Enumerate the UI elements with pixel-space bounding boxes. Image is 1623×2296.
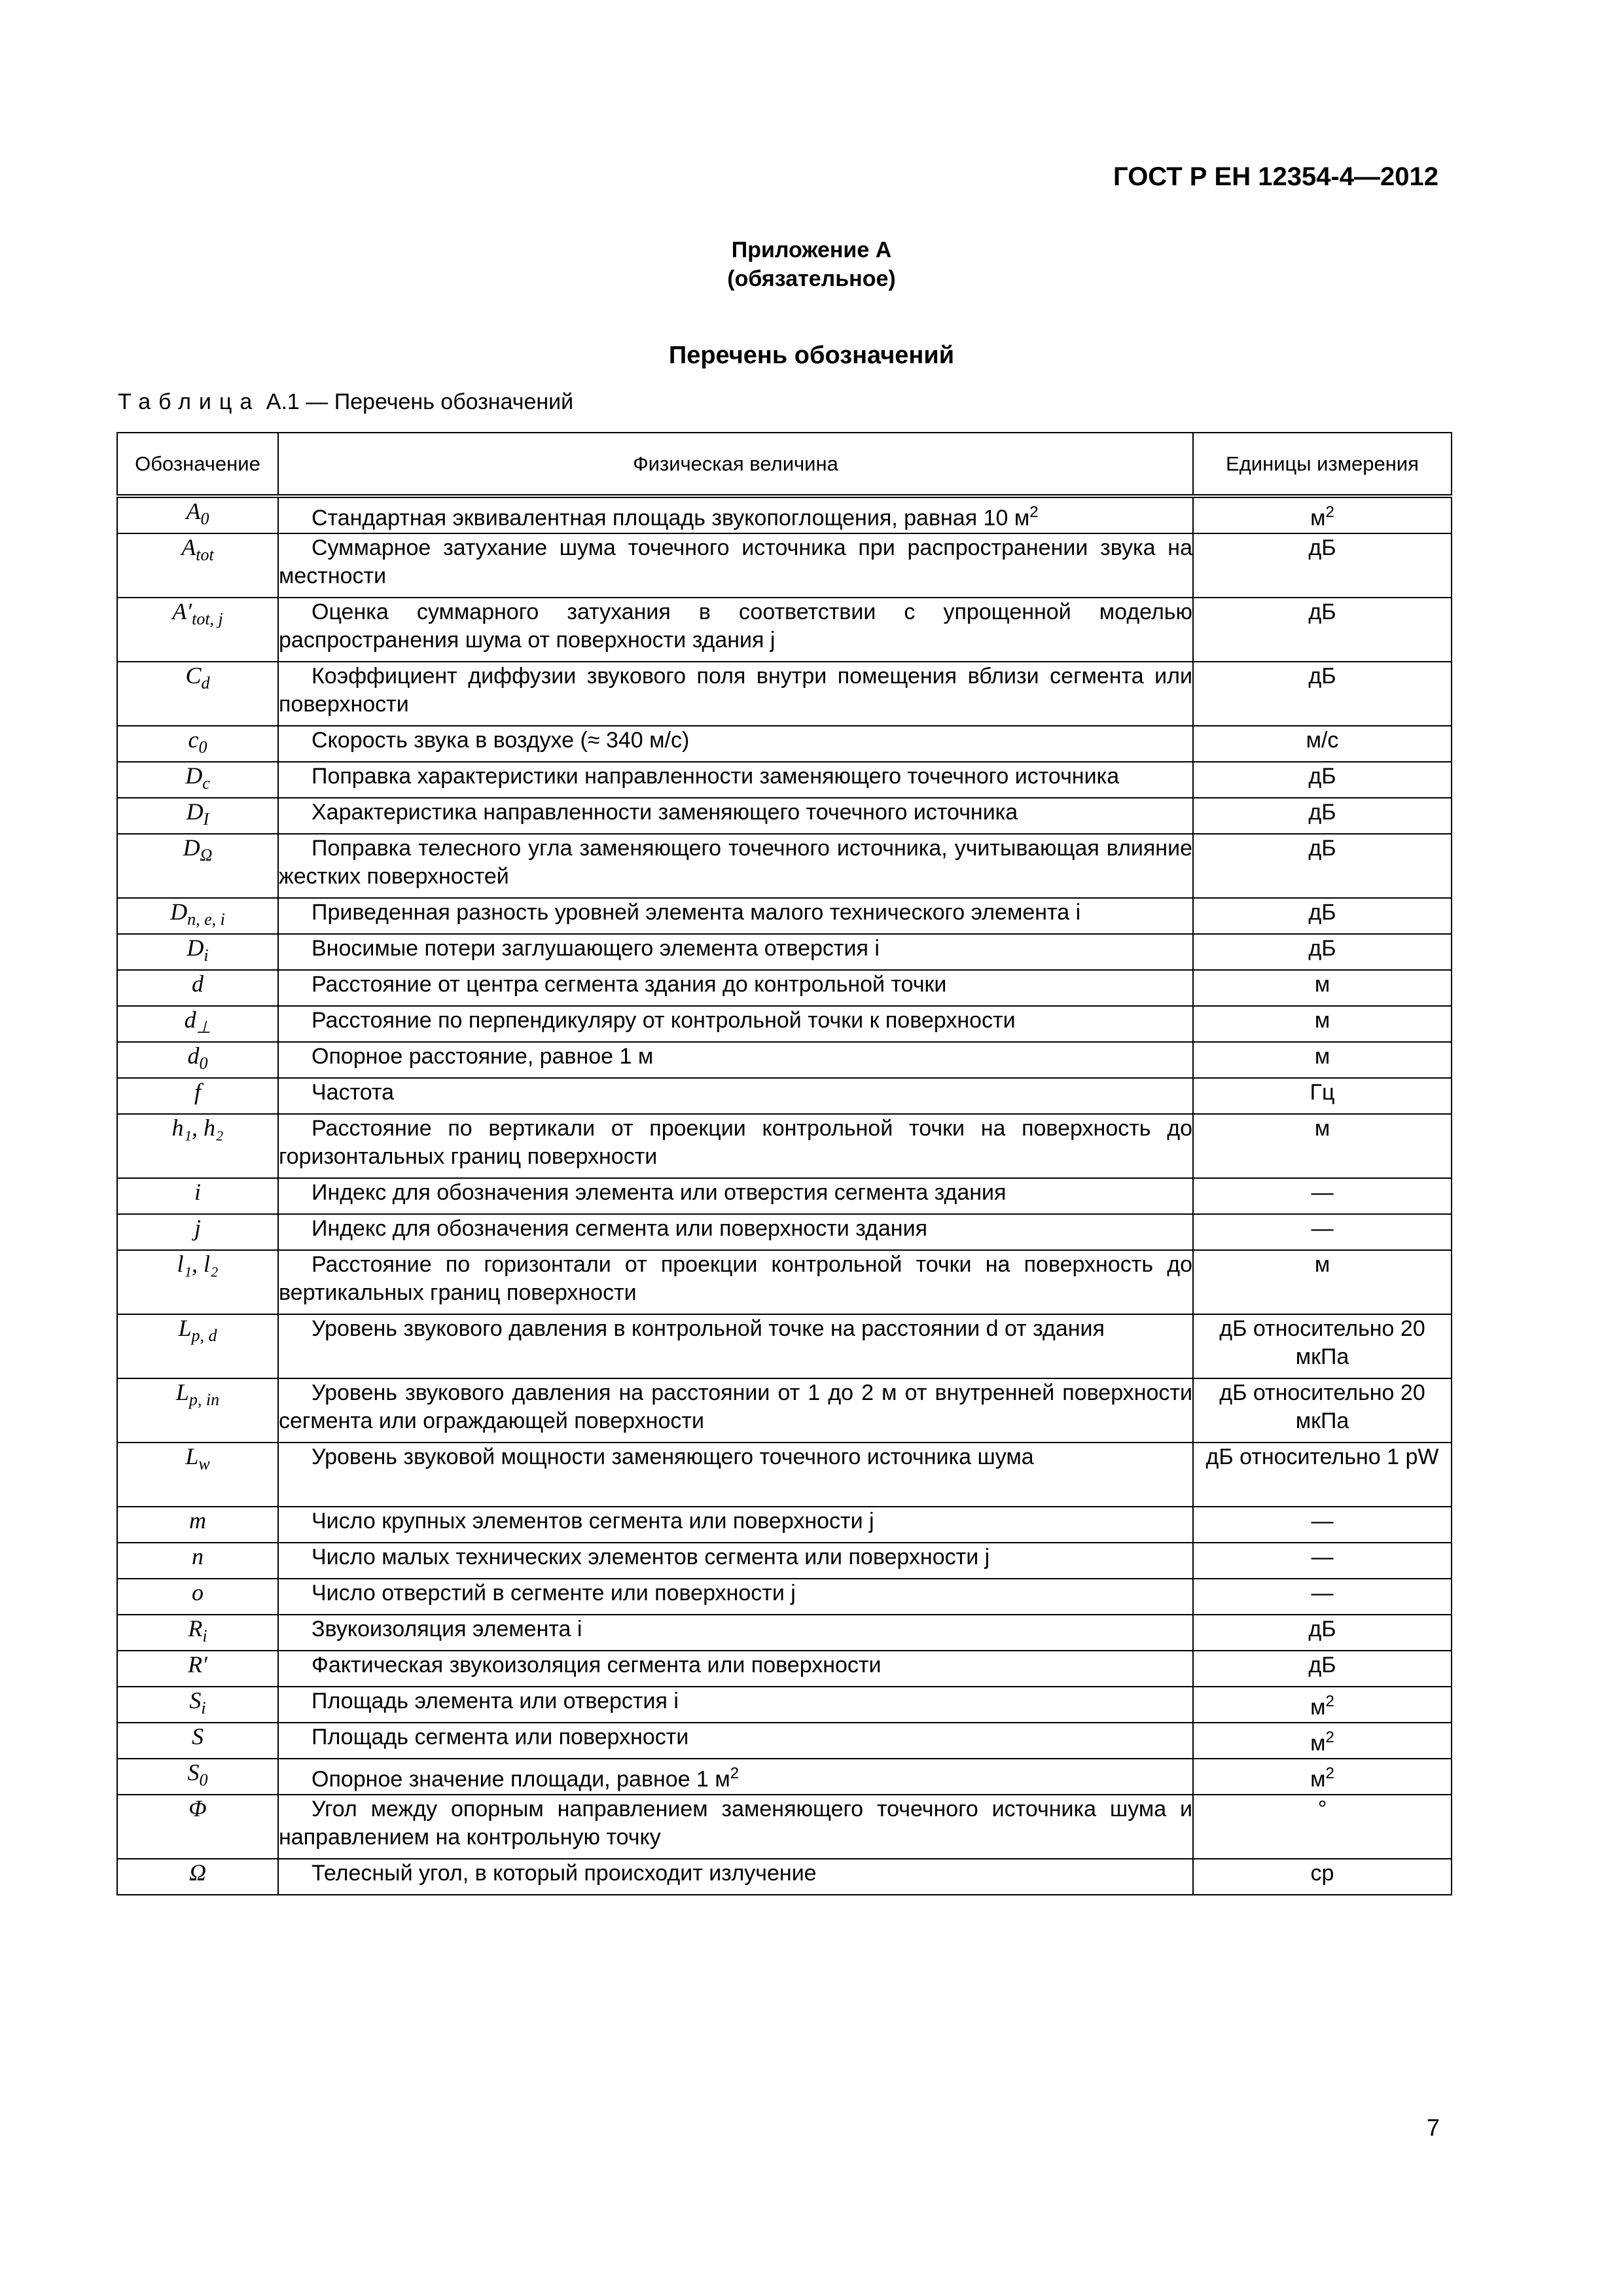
header-quantity: Физическая величина bbox=[278, 433, 1193, 496]
quantity-cell bbox=[278, 1615, 1193, 1651]
symbol-text: n bbox=[192, 1543, 204, 1570]
unit-text: ° bbox=[1317, 1797, 1327, 1821]
symbol-subscript: tot bbox=[196, 545, 214, 565]
unit-cell bbox=[1193, 798, 1452, 834]
symbol-cell bbox=[117, 762, 278, 798]
quantity-text-wrap bbox=[279, 1115, 1192, 1171]
quantity-text: Расстояние по горизонтали от проекции контрольной точки на поверхность до вертикальных границ поверхности bbox=[279, 1252, 1192, 1305]
quantity-text-wrap bbox=[279, 899, 1192, 927]
unit-cell bbox=[1193, 1042, 1452, 1078]
quantity-text-wrap bbox=[279, 1759, 1192, 1793]
quantity-cell bbox=[278, 1214, 1193, 1250]
quantity-cell bbox=[278, 898, 1193, 934]
table-row bbox=[117, 533, 1452, 598]
symbol-text: j bbox=[194, 1215, 201, 1241]
table-row bbox=[117, 1507, 1452, 1543]
quantity-text: Вносимые потери заглушающего элемента отверстия i bbox=[312, 936, 880, 961]
symbol-subscript: i bbox=[201, 1698, 206, 1718]
symbol-cell bbox=[117, 834, 278, 898]
quantity-cell bbox=[278, 1006, 1193, 1042]
unit-cell bbox=[1193, 1543, 1452, 1579]
quantity-cell bbox=[278, 1759, 1193, 1795]
table-row bbox=[117, 1314, 1452, 1378]
symbol-subscript: tot, j bbox=[192, 609, 223, 629]
unit-cell bbox=[1193, 1006, 1452, 1042]
unit-cell bbox=[1193, 762, 1452, 798]
quantity-cell bbox=[278, 1859, 1193, 1895]
symbol-text: A bbox=[186, 498, 201, 524]
unit-cell bbox=[1193, 598, 1452, 662]
quantity-text: Фактическая звукоизоляция сегмента или поверхности bbox=[312, 1653, 882, 1677]
symbol-text: f bbox=[194, 1079, 201, 1105]
table-row bbox=[117, 598, 1452, 662]
table-header-row bbox=[117, 433, 1452, 496]
quantity-text-wrap bbox=[279, 1443, 1192, 1471]
unit-cell bbox=[1193, 1579, 1452, 1615]
unit-cell bbox=[1193, 1114, 1452, 1178]
symbol-cell bbox=[117, 1543, 278, 1579]
symbol-cell bbox=[117, 1178, 278, 1214]
symbol-text: D bbox=[185, 762, 203, 789]
symbol-subscript: p, in bbox=[188, 1390, 220, 1410]
table-caption bbox=[118, 387, 573, 416]
unit-text: — bbox=[1311, 1545, 1334, 1570]
unit-text: дБ bbox=[1308, 764, 1336, 789]
unit-text: Гц bbox=[1310, 1080, 1335, 1105]
table-row bbox=[117, 934, 1452, 970]
unit-text: — bbox=[1311, 1180, 1334, 1205]
quantity-text: Уровень звуковой мощности заменяющего точечного источника шума bbox=[312, 1444, 1034, 1469]
symbol-text: Ω bbox=[188, 1859, 207, 1886]
symbol-subscript: 0 bbox=[200, 509, 209, 529]
symbol-text: d bbox=[187, 1043, 200, 1069]
quantity-text-wrap bbox=[279, 798, 1192, 827]
quantity-cell bbox=[278, 1723, 1193, 1759]
quantity-text-wrap bbox=[279, 1795, 1192, 1852]
unit-superscript: 2 bbox=[1325, 1693, 1334, 1710]
quantity-text: Уровень звукового давления на расстоянии от 1 до 2 м от внутренней поверхности сегмента или ограждающей поверхности bbox=[279, 1380, 1192, 1433]
quantity-text-wrap bbox=[279, 1723, 1192, 1751]
symbol-cell bbox=[117, 970, 278, 1006]
symbol-text: L bbox=[175, 1379, 189, 1405]
table-row bbox=[117, 726, 1452, 762]
unit-text: м bbox=[1314, 972, 1330, 997]
unit-cell bbox=[1193, 1214, 1452, 1250]
quantity-cell bbox=[278, 1378, 1193, 1443]
symbol-text: C bbox=[185, 662, 202, 689]
unit-cell bbox=[1193, 1615, 1452, 1651]
unit-text: дБ bbox=[1308, 836, 1336, 861]
unit-cell bbox=[1193, 1687, 1452, 1723]
unit-cell bbox=[1193, 1759, 1452, 1795]
symbol-cell bbox=[117, 1006, 278, 1042]
header-units: Единицы измерения bbox=[1193, 433, 1452, 496]
symbol-cell bbox=[117, 1759, 278, 1795]
symbol-cell bbox=[117, 1250, 278, 1314]
quantity-text: Суммарное затухание шума точечного источника при распространении звука на местности bbox=[279, 535, 1192, 588]
symbols-table bbox=[116, 432, 1452, 1895]
quantity-text-wrap bbox=[279, 1859, 1192, 1888]
table-row bbox=[117, 496, 1452, 533]
unit-text: м bbox=[1314, 1116, 1330, 1141]
section-title: Перечень обозначений bbox=[668, 342, 955, 369]
quantity-text-wrap bbox=[279, 834, 1192, 891]
unit-text: дБ bbox=[1308, 900, 1336, 925]
symbol-cell bbox=[117, 934, 278, 970]
quantity-text-wrap bbox=[279, 1379, 1192, 1435]
quantity-text-wrap bbox=[279, 1315, 1192, 1343]
table-row bbox=[117, 1178, 1452, 1214]
symbol-cell bbox=[117, 533, 278, 598]
unit-text: — bbox=[1311, 1509, 1334, 1534]
symbol-cell bbox=[117, 662, 278, 726]
unit-cell bbox=[1193, 1651, 1452, 1687]
symbol-text: o bbox=[192, 1579, 204, 1605]
quantity-text-wrap bbox=[279, 498, 1192, 532]
symbol-cell bbox=[117, 1378, 278, 1443]
symbol-subscript: 0 bbox=[199, 1770, 208, 1790]
annex-subtitle: (обязательное) bbox=[727, 266, 896, 291]
table-row bbox=[117, 1114, 1452, 1178]
unit-text: м bbox=[1310, 1695, 1326, 1720]
unit-cell bbox=[1193, 662, 1452, 726]
unit-cell bbox=[1193, 533, 1452, 598]
symbol-text: S bbox=[189, 1687, 202, 1713]
symbol-subscript: I bbox=[203, 810, 209, 829]
unit-text: м/с bbox=[1306, 728, 1339, 753]
symbol-subscript: Ω bbox=[200, 846, 213, 865]
table-row bbox=[117, 1006, 1452, 1042]
quantity-cell bbox=[278, 934, 1193, 970]
table-row bbox=[117, 762, 1452, 798]
symbol-text: R′ bbox=[188, 1651, 207, 1677]
unit-text: — bbox=[1311, 1216, 1334, 1241]
quantity-cell bbox=[278, 1795, 1193, 1859]
unit-cell bbox=[1193, 1795, 1452, 1859]
unit-text: дБ относительно 1 pW bbox=[1205, 1444, 1439, 1469]
quantity-text: Расстояние по вертикали от проекции контрольной точки на поверхность до горизонтальных границ поверхности bbox=[279, 1116, 1192, 1169]
symbol-subscript: ⊥ bbox=[196, 1018, 211, 1037]
unit-text: м bbox=[1314, 1252, 1330, 1277]
quantity-text-wrap bbox=[279, 1007, 1192, 1035]
page-number: 7 bbox=[1426, 2114, 1440, 2141]
symbol-text: S bbox=[187, 1759, 200, 1785]
quantity-cell bbox=[278, 798, 1193, 834]
unit-text: м bbox=[1314, 1044, 1330, 1069]
quantity-text: Угол между опорным направлением заменяющего точечного источника шума и направлением на контрольную точку bbox=[279, 1797, 1192, 1850]
quantity-text-wrap bbox=[279, 1687, 1192, 1715]
unit-cell bbox=[1193, 496, 1452, 533]
unit-superscript: 2 bbox=[1325, 503, 1334, 521]
symbol-subscript: 0 bbox=[198, 738, 207, 757]
unit-text: м bbox=[1310, 1731, 1326, 1756]
quantity-text-wrap bbox=[279, 935, 1192, 963]
unit-cell bbox=[1193, 1443, 1452, 1507]
symbol-cell bbox=[117, 1042, 278, 1078]
quantity-text-wrap bbox=[279, 1651, 1192, 1679]
unit-cell bbox=[1193, 1178, 1452, 1214]
quantity-cell bbox=[278, 1443, 1193, 1507]
symbol-text: D bbox=[187, 935, 204, 961]
unit-text: ср bbox=[1310, 1861, 1334, 1886]
table-row bbox=[117, 1250, 1452, 1314]
symbol-cell bbox=[117, 1507, 278, 1543]
symbol-text: i bbox=[194, 1179, 201, 1205]
quantity-text: Уровень звукового давления в контрольной точке на расстоянии d от здания bbox=[312, 1316, 1105, 1341]
symbol-cell bbox=[117, 726, 278, 762]
table-row bbox=[117, 1687, 1452, 1723]
quantity-cell bbox=[278, 1250, 1193, 1314]
quantity-cell bbox=[278, 970, 1193, 1006]
symbol-cell bbox=[117, 1859, 278, 1895]
symbol-text: d bbox=[192, 971, 204, 997]
quantity-text: Число отверстий в сегменте или поверхности j bbox=[312, 1581, 796, 1605]
symbol-subscript: d bbox=[201, 673, 210, 693]
quantity-text: Индекс для обозначения элемента или отверстия сегмента здания bbox=[312, 1180, 1007, 1205]
symbol-text: D bbox=[186, 798, 204, 825]
symbol-cell bbox=[117, 598, 278, 662]
symbol-subscript: i bbox=[202, 1626, 207, 1646]
quantity-text-wrap bbox=[279, 1615, 1192, 1643]
symbol-text: h₁, h₂ bbox=[171, 1115, 224, 1141]
table-row bbox=[117, 1579, 1452, 1615]
quantity-cell bbox=[278, 1178, 1193, 1214]
unit-text: дБ bbox=[1308, 800, 1336, 825]
quantity-cell bbox=[278, 496, 1193, 533]
quantity-text: Число малых технических элементов сегмента или поверхности j bbox=[312, 1545, 990, 1570]
unit-cell bbox=[1193, 1507, 1452, 1543]
quantity-text-wrap bbox=[279, 726, 1192, 755]
symbol-cell bbox=[117, 1687, 278, 1723]
quantity-text-wrap bbox=[279, 534, 1192, 590]
quantity-text: Частота bbox=[312, 1080, 395, 1105]
quantity-text: Характеристика направленности заменяющего точечного источника bbox=[312, 800, 1018, 825]
symbol-cell bbox=[117, 1579, 278, 1615]
symbol-subscript: p, d bbox=[191, 1326, 217, 1346]
symbol-cell bbox=[117, 1443, 278, 1507]
symbol-text: c bbox=[188, 726, 199, 753]
quantity-text: Поправка характеристики направленности заменяющего точечного источника bbox=[312, 764, 1120, 789]
symbol-subscript: w bbox=[198, 1454, 210, 1474]
header-symbol: Обозначение bbox=[117, 433, 278, 496]
quantity-text-wrap bbox=[279, 1579, 1192, 1607]
symbol-cell bbox=[117, 1114, 278, 1178]
quantity-cell bbox=[278, 1579, 1193, 1615]
quantity-text-wrap bbox=[279, 1507, 1192, 1535]
quantity-cell bbox=[278, 662, 1193, 726]
quantity-cell bbox=[278, 726, 1193, 762]
quantity-text: Скорость звука в воздухе (≈ 340 м/с) bbox=[312, 728, 690, 753]
quantity-cell bbox=[278, 1078, 1193, 1114]
table-row bbox=[117, 1543, 1452, 1579]
unit-text: дБ bbox=[1308, 1617, 1336, 1641]
quantity-cell bbox=[278, 598, 1193, 662]
unit-cell bbox=[1193, 1078, 1452, 1114]
quantity-superscript: 2 bbox=[1029, 503, 1039, 521]
symbol-subscript: n, e, i bbox=[187, 910, 225, 929]
unit-text: дБ относительно 20 мкПа bbox=[1219, 1380, 1425, 1433]
unit-text: м bbox=[1310, 1767, 1326, 1792]
quantity-text: Коэффициент диффузии звукового поля внутри помещения вблизи сегмента или поверхности bbox=[279, 664, 1192, 717]
quantity-text: Стандартная эквивалентная площадь звукопоглощения, равная 10 м bbox=[312, 505, 1030, 531]
symbol-text: D bbox=[183, 834, 200, 861]
symbol-cell bbox=[117, 898, 278, 934]
symbol-cell bbox=[117, 1214, 278, 1250]
unit-cell bbox=[1193, 1378, 1452, 1443]
quantity-superscript: 2 bbox=[730, 1765, 740, 1782]
quantity-text-wrap bbox=[279, 1215, 1192, 1243]
symbol-text: R bbox=[188, 1615, 203, 1641]
quantity-text-wrap bbox=[279, 1543, 1192, 1571]
quantity-text: Опорное расстояние, равное 1 м bbox=[312, 1044, 654, 1069]
quantity-text: Расстояние от центра сегмента здания до контрольной точки bbox=[312, 972, 947, 997]
quantity-text: Расстояние по перпендикуляру от контрольной точки к поверхности bbox=[312, 1008, 1016, 1033]
table-caption-prefix: Таблица bbox=[118, 389, 260, 414]
symbol-text: L bbox=[178, 1315, 192, 1341]
unit-superscript: 2 bbox=[1325, 1729, 1334, 1746]
unit-text: дБ bbox=[1308, 535, 1336, 560]
unit-text: — bbox=[1311, 1581, 1334, 1605]
quantity-text: Число крупных элементов сегмента или поверхности j bbox=[312, 1509, 874, 1534]
table-row bbox=[117, 1042, 1452, 1078]
unit-text: дБ bbox=[1308, 664, 1336, 689]
table-row bbox=[117, 834, 1452, 898]
unit-text: дБ относительно 20 мкПа bbox=[1219, 1316, 1425, 1369]
table-row bbox=[117, 798, 1452, 834]
symbol-cell bbox=[117, 1795, 278, 1859]
quantity-cell bbox=[278, 1314, 1193, 1378]
table-row bbox=[117, 970, 1452, 1006]
table-row bbox=[117, 898, 1452, 934]
unit-cell bbox=[1193, 898, 1452, 934]
table-row bbox=[117, 1759, 1452, 1795]
table-caption-text: А.1 — Перечень обозначений bbox=[266, 389, 574, 414]
quantity-cell bbox=[278, 1042, 1193, 1078]
symbol-text: L bbox=[185, 1443, 199, 1469]
quantity-cell bbox=[278, 1543, 1193, 1579]
unit-text: дБ bbox=[1308, 1653, 1336, 1677]
unit-text: м bbox=[1314, 1008, 1330, 1033]
symbol-cell bbox=[117, 798, 278, 834]
symbol-cell bbox=[117, 1314, 278, 1378]
symbol-cell bbox=[117, 1078, 278, 1114]
quantity-text-wrap bbox=[279, 762, 1192, 791]
quantity-text: Опорное значение площади, равное 1 м bbox=[312, 1767, 730, 1792]
table-row bbox=[117, 1443, 1452, 1507]
quantity-text-wrap bbox=[279, 971, 1192, 999]
unit-cell bbox=[1193, 1314, 1452, 1378]
table-row bbox=[117, 1078, 1452, 1114]
quantity-cell bbox=[278, 533, 1193, 598]
table-row bbox=[117, 1795, 1452, 1859]
symbol-cell bbox=[117, 1651, 278, 1687]
table-row bbox=[117, 1723, 1452, 1759]
quantity-text-wrap bbox=[279, 598, 1192, 655]
document-code: ГОСТ Р ЕН 12354-4—2012 bbox=[1113, 162, 1438, 191]
table-row bbox=[117, 1378, 1452, 1443]
symbol-cell bbox=[117, 496, 278, 533]
unit-cell bbox=[1193, 1723, 1452, 1759]
symbol-text: A bbox=[181, 534, 196, 560]
unit-cell bbox=[1193, 934, 1452, 970]
quantity-text-wrap bbox=[279, 1179, 1192, 1207]
quantity-text: Телесный угол, в который происходит излучение bbox=[312, 1861, 817, 1886]
unit-superscript: 2 bbox=[1325, 1765, 1334, 1782]
table-row bbox=[117, 1859, 1452, 1895]
symbol-subscript: c bbox=[202, 774, 210, 793]
quantity-text: Звукоизоляция элемента i bbox=[312, 1617, 582, 1641]
quantity-cell bbox=[278, 1651, 1193, 1687]
quantity-text: Приведенная разность уровней элемента малого технического элемента i bbox=[312, 900, 1081, 925]
quantity-cell bbox=[278, 1114, 1193, 1178]
quantity-cell bbox=[278, 1507, 1193, 1543]
quantity-text-wrap bbox=[279, 1079, 1192, 1107]
annex-title: Приложение А bbox=[731, 238, 892, 262]
unit-text: дБ bbox=[1308, 936, 1336, 961]
symbol-subscript: i bbox=[204, 946, 209, 965]
unit-text: м bbox=[1310, 505, 1326, 531]
quantity-text-wrap bbox=[279, 1043, 1192, 1071]
quantity-text-wrap bbox=[279, 662, 1192, 719]
unit-cell bbox=[1193, 970, 1452, 1006]
symbol-text: d bbox=[184, 1007, 196, 1033]
symbol-subscript: 0 bbox=[199, 1054, 208, 1073]
quantity-cell bbox=[278, 762, 1193, 798]
symbol-text: l₁, l₂ bbox=[177, 1251, 219, 1277]
symbol-text: S bbox=[192, 1723, 204, 1749]
table-row bbox=[117, 662, 1452, 726]
unit-cell bbox=[1193, 1859, 1452, 1895]
table-row bbox=[117, 1214, 1452, 1250]
quantity-text: Индекс для обозначения сегмента или поверхности здания bbox=[312, 1216, 927, 1241]
table-row bbox=[117, 1615, 1452, 1651]
symbol-text: D bbox=[170, 899, 188, 925]
symbol-text: m bbox=[189, 1507, 206, 1534]
quantity-text: Площадь сегмента или поверхности bbox=[312, 1725, 689, 1749]
quantity-cell bbox=[278, 1687, 1193, 1723]
quantity-cell bbox=[278, 834, 1193, 898]
unit-cell bbox=[1193, 726, 1452, 762]
unit-cell bbox=[1193, 1250, 1452, 1314]
symbol-cell bbox=[117, 1723, 278, 1759]
table-row bbox=[117, 1651, 1452, 1687]
quantity-text-wrap bbox=[279, 1251, 1192, 1307]
quantity-text: Оценка суммарного затухания в соответствии с упрощенной моделью распространения шума от поверхности здания j bbox=[279, 600, 1192, 653]
unit-cell bbox=[1193, 834, 1452, 898]
symbol-text: A′ bbox=[172, 598, 192, 624]
quantity-text: Площадь элемента или отверстия i bbox=[312, 1689, 679, 1713]
quantity-text: Поправка телесного угла заменяющего точечного источника, учитывающая влияние жестких поверхностей bbox=[279, 836, 1192, 889]
unit-text: дБ bbox=[1308, 600, 1336, 624]
symbol-cell bbox=[117, 1615, 278, 1651]
symbol-text: Φ bbox=[188, 1795, 207, 1821]
